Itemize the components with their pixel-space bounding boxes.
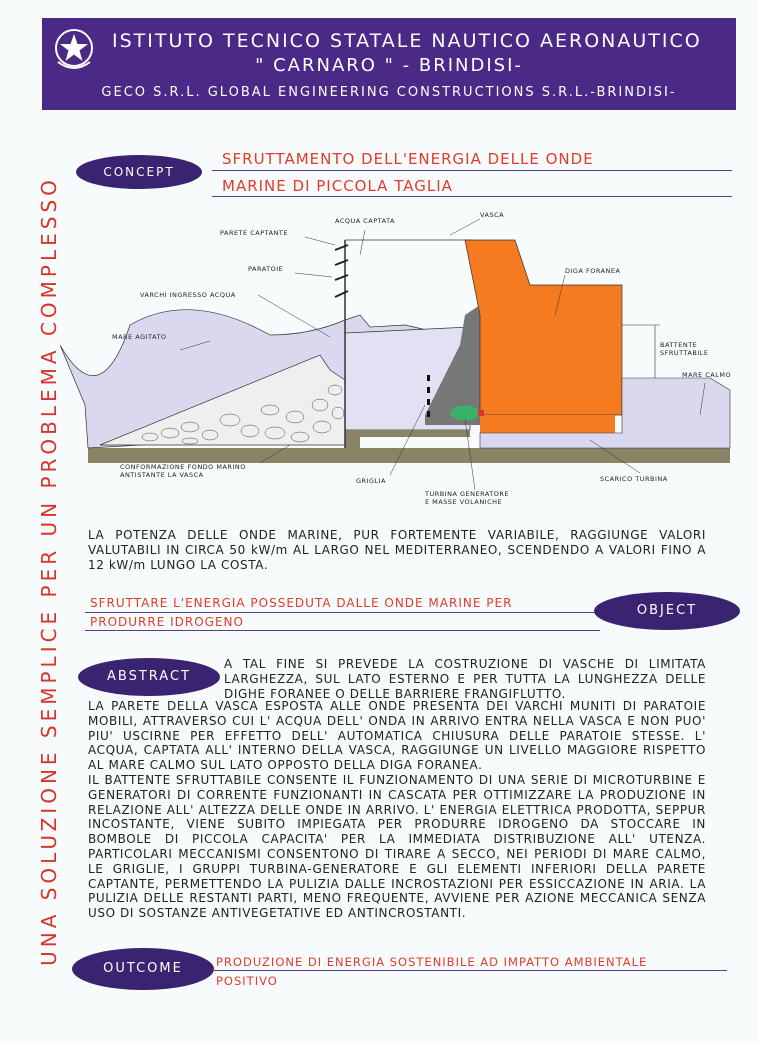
- label-griglia: GRIGLIA: [356, 477, 386, 485]
- intro-paragraph: LA POTENZA DELLE ONDE MARINE, PUR FORTEMENTE VARIABILE, RAGGIUNGE VALORI VALUTABILI IN CIRCA 50 kW/m AL LARGO NEL MEDITERRANEO, SCENDENDO A VALORI FINO A 12 kW/m LUNGO LA COSTA.: [88, 528, 706, 572]
- label-mare-agitato: MARE AGITATO: [112, 333, 167, 341]
- institute-city: " CARNARO " - BRINDISI-: [255, 55, 523, 76]
- label-battente-1: BATTENTE: [660, 341, 698, 349]
- label-turbina-2: E MASSE VOLANICHE: [425, 498, 503, 506]
- label-parete-captante: PARETE CAPTANTE: [220, 229, 288, 237]
- label-varchi: VARCHI INGRESSO ACQUA: [140, 291, 236, 299]
- object-line2: PRODURRE IDROGENO: [90, 615, 244, 629]
- outcome-line1: PRODUZIONE DI ENERGIA SOSTENIBILE AD IMPATTO AMBIENTALE: [216, 955, 648, 969]
- outcome-line2: POSITIVO: [216, 974, 278, 988]
- label-acqua-captata: ACQUA CAPTATA: [335, 217, 395, 225]
- label-diga-foranea: DIGA FORANEA: [565, 267, 621, 275]
- label-fondo-2: ANTISTANTE LA VASCA: [120, 471, 204, 479]
- company-name: GECO S.R.L. GLOBAL ENGINEERING CONSTRUCTIONS S.R.L.-BRINDISI-: [101, 85, 677, 100]
- institute-name: ISTITUTO TECNICO STATALE NAUTICO AERONAUTICO: [112, 30, 702, 52]
- wave-energy-diagram: [60, 205, 750, 515]
- label-mare-calmo: MARE CALMO: [682, 371, 732, 379]
- label-turbina-1: TURBINA GENERATORE: [425, 490, 510, 498]
- label-fondo-1: CONFORMAZIONE FONDO MARINO: [120, 463, 246, 471]
- object-rule-2: [85, 630, 600, 631]
- abstract-lead: A TAL FINE SI PREVEDE LA COSTRUZIONE DI VASCHE DI LIMITATA LARGHEZZA, SUL LATO ESTERNO E PER TUTTA LA LUNGHEZZA DELLE DIGHE FORANEE O DELLE BARRIERE FRANGIFLUTTO.: [224, 657, 706, 701]
- turbine: [451, 406, 479, 420]
- turbine-shaft: [478, 410, 484, 416]
- concept-rule: [212, 170, 732, 171]
- abstract-paragraph-1: LA PARETE DELLA VASCA ESPOSTA ALLE ONDE PRESENTA DEI VARCHI MUNITI DI PARATOIE MOBILI, ATTRAVERSO CUI L' ACQUA DELL' ONDA IN ARRIVO ENTRA NELLA VASCA E NON PUO' PIU' USCIRNE PER EFFETTO DELL' AUTOMATICA CHIUSURA DELLE PARATOIE STESSE. L' ACQUA, CAPTATA ALL' INTERNO DELLA VASCA, RAGGIUNGE UN LIVELLO MAGGIORE RISPETTO AL MARE CALMO SUL LATO OPPOSTO DELLA DIGA FORANEA.: [88, 699, 706, 773]
- label-battente-2: SFRUTTABILE: [660, 349, 709, 357]
- concept-title-line2: MARINE DI PICCOLA TAGLIA: [222, 177, 453, 195]
- concept-title-line1: SFRUTTAMENTO DELL'ENERGIA DELLE ONDE: [222, 150, 594, 168]
- seabed-base: [88, 448, 730, 463]
- label-paratoie: PARATOIE: [248, 265, 284, 273]
- concept-rule-2: [212, 196, 732, 197]
- outcome-tag: OUTCOME: [72, 948, 214, 990]
- label-vasca: VASCA: [480, 211, 505, 219]
- abstract-paragraph-2: IL BATTENTE SFRUTTABILE CONSENTE IL FUNZIONAMENTO DI UNA SERIE DI MICROTURBINE E GENERATORI DI CORRENTE FUNZIONANTI IN CASCATA PER OTTIMIZZARE LA PRODUZIONE IN RELAZIONE ALL' ALTEZZA DELLE ONDE IN ARRIVO. L' ENERGIA ELETTRICA PRODOTTA, SEPPUR INCOSTANTE, VIENE SUBITO IMPIEGATA PER PRODURRE IDROGENO DA STOCCARE IN BOMBOLE DI PICCOLA CAPACITA' PER LA IMMEDIATA DISTRIBUZIONE ALL' UTENZA. PARTICOLARI MECCANISMI CONSENTONO DI TIRARE A SECCO, NEI PERIODI DI MARE CALMO, LE GRIGLIE, I GRUPPI TURBINA-GENERATORE E GLI ELEMENTI INFERIORI DELLA PARETE CAPTANTE, PERMETTENDO LA PULIZIA DALLE INCROSTAZIONI PER ESSICCAZIONE IN ARIA. LA PULIZIA DELLE RESTANTI PARTI, MENO FREQUENTE, AVVIENE PER AZIONE MECCANICA SENZA USO DI SOSTANZE ANTIVEGETATIVE ED ANTINCROSTANTI.: [88, 773, 706, 921]
- object-tag: OBJECT: [594, 592, 740, 630]
- tank-floor: [345, 430, 470, 448]
- dam-base-orange: [480, 415, 615, 433]
- label-scarico: SCARICO TURBINA: [600, 475, 668, 483]
- vertical-slogan: UNA SOLUZIONE SEMPLICE PER UN PROBLEMA COMPLESSO: [37, 176, 61, 966]
- abstract-tag: ABSTRACT: [78, 658, 220, 696]
- outcome-rule: [212, 970, 727, 971]
- header-banner: [42, 18, 736, 110]
- concept-tag: CONCEPT: [76, 155, 202, 189]
- object-rule: [85, 612, 600, 613]
- gates: [335, 245, 348, 297]
- object-line1: SFRUTTARE L'ENERGIA POSSEDUTA DALLE ONDE MARINE PER: [90, 596, 513, 610]
